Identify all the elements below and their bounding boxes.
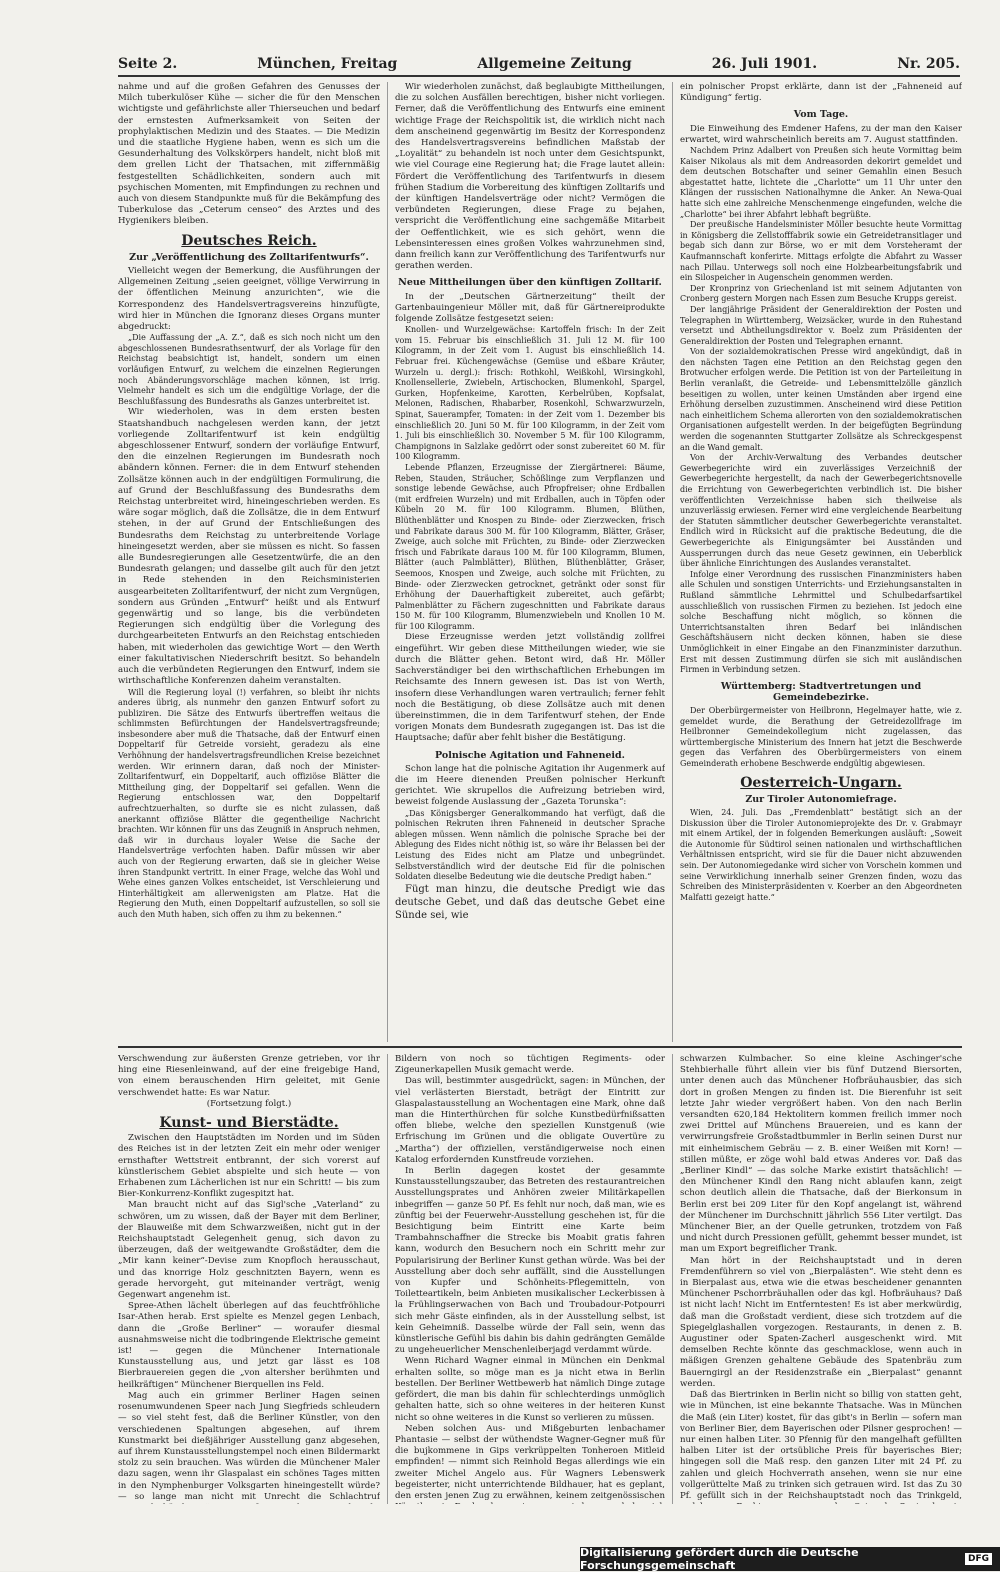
paragraph: Mag auch ein grimmer Berliner Hagen seinen rosenumwundenen Speer nach Jung Siegfrieds schleudern — so viel steht fest, daß die Berliner Künstler, von den verschiedenen Spaltungen abgesehen, auf ihrem Kunstmarkt bei dießjähriger Ausstellung ganz abgesehen, auf ihrem Kunstausstellungstempel noch einen Bildermarkt stolz zu sein brauchen. Was würden die Münchener Maler dazu sagen, wenn ihr Glaspalast ein schönes Tages mitten in den Nymphenburger Volksgarten hineingestellt würde? — so lange man nicht mit Unrecht die Schlachtruf: [118, 1390, 380, 1502]
subsection-title: Polnische Agitation und Fahneneid.: [435, 749, 625, 761]
paragraph: Der langjährige Präsident der Generaldirektion der Posten und Telegraphen in Württemberg, Weizsäcker, wurde in den Ruhestand versetzt und Abtheilungsdirektor v. Boelz zum Präsidenten der Generaldirektion der Posten und Telegraphen ernannt.: [680, 304, 962, 346]
city-day: München, Freitag: [257, 56, 398, 72]
paragraph: Infolge einer Verordnung des russischen Finanzministers haben alle Schulen und sonstigen Unterrichts- und Erziehungsanstalten in Rußland sämmtliche Lehrmittel und Schulbedarfsartikel ausschließlich von russischen Firmen zu beziehen. Ist jedoch eine solche Beschaffung nicht möglich, so können die Unterrichtsanstalten ihren Bedarf bei inländischen Geschäftshäusern nicht decken können, haben sie diese Unmöglichkeit in einer Eingabe an den Finanzminister darzuthun. Erst mit dessen Zustimmung dürfen sie sich mit ausländischen Firmen in Verbindung setzen.: [680, 569, 962, 675]
paragraph: Der Kronprinz von Griechenland ist mit seinem Adjutanten von Cronberg gestern Morgen nach Essen zum Besuche Krupps gereist.: [680, 283, 962, 304]
feuilleton-column-3: [680, 1054, 962, 1504]
paragraph: Nachdem Prinz Adalbert von Preußen sich heute Vormittag beim Kaiser Nikolaus als mit dem Andreasorden dekorirt gemeldet und dem deutschen Botschafter und seiner Gemahlin einen Besuch abgestattet hatte, lichtete die „Charlotte“ um 11 Uhr unter den Klängen der russischen Nationalhymne die Anker. An Newa-Quai hatte sich eine zahlreiche Menschenmenge eingefunden, welche die „Charlotte“ bei ihrer Abfahrt lebhaft begrüßte.: [680, 146, 962, 219]
issue-date: 26. Juli 1901.: [711, 56, 818, 72]
paragraph: ein polnischer Propst erklärte, dann ist der „Fahneneid auf Kündigung“ fertig.: [680, 82, 962, 104]
column-divider: [387, 82, 388, 1042]
page-header: [118, 48, 960, 77]
paragraph: Diese Erzeugnisse werden jetzt vollständig zollfrei eingeführt. Wir geben diese Mittheilungen wieder, wie sie durch die Blätter gehen. Betont wird, daß Hr. Möller Sachverständiger bei den wirthschaftlichen Erhebungen im Reichsamte des Innern gewesen ist. Das ist von Werth, insofern diese Verhandlungen waren vertraulich; ferner fehlt noch die Bestätigung, ob diese Zollsätze auch mit denen übereinstimmen, die in dem Tarifentwurf stehen, der Ende vorigen Monats dem Bundesrath zugegangen ist. Das ist die Hauptsache; dafür aber fehlt bisher die Bestätigung.: [395, 632, 665, 744]
paragraph: In der „Deutschen Gärtnerzeitung“ theilt der Gartenbauingenieur Möller mit, daß für Gärtnereiprodukte folgende Zollsätze festgesetzt seien:: [395, 291, 665, 325]
issue-number: Nr. 205.: [897, 56, 960, 72]
paragraph: Wenn Richard Wagner einmal in München ein Denkmal erhalten sollte, so möge man es ja nicht etwa in Berlin bestellen. Der Berliner Wettbewerb hat nämlich Dinge zutage gefördert, die man bis dahin für schlechterdings unmöglich gehalten hatte, sich so ohne weiteres in der heiteren Kunst nicht so ohne weiteres in die Kunst so verlieren zu müssen.: [395, 1356, 665, 1423]
subsection-title: Zur „Veröffentlichung des Zolltarifentwurfs“.: [129, 251, 369, 263]
paragraph: Von der sozialdemokratischen Presse wird angekündigt, daß in den nächsten Tagen eine Petition an den Reichstag gegen den Brotwucher erfolgen werde. Die Petition ist von der Parteileitung in Berlin veranlaßt, die Getreide- und Lebensmittelzölle gänzlich beseitigen zu wollen, unter keinen Umständen aber irgend eine Erhöhung derselben zuzustimmen. Anscheinend wird diese Petition nach einheitlichem Schema allerorten von den sozialdemokratischen Organisationen aufgestellt werden. In der beigefügten Begründung werden die sogenannten Stuttgarter Zollsätze als Schreckgespenst an die Wand gemalt.: [680, 347, 962, 452]
paragraph: Neben solchen Aus- und Mißgeburten lenbachamer Phantasie — selbst der wüthendste Wagner-Gegner muß für die bujkommene in Gips verkrüppelten Tonheroen Mitleid empfinden! — nimmt sich Reinhold Begas allerdings wie ein zweiter Michel Angelo aus. Für Wagners Lebenswerk begeisterter, nicht unterrichtende Bildhauer, hat es geplant, den ersten jenen Zug zu erwähnen, keinem zeitgenössischen: [395, 1423, 665, 1501]
paragraph: Der Oberbürgermeister von Heilbronn, Hegelmayer hatte, wie z. gemeldet wurde, die Berathung der Getreidezollfrage im Heilbronner Gemeindekollegium nicht zugelassen, das württembergische Ministerium des Innern hat jetzt die Beschwerde gegen das Verfahren des Oberbürgermeisters von einem Gemeinderath erhobene Beschwerde endgültig abgewiesen.: [680, 706, 962, 769]
paragraph: Verschwendung zur äußersten Grenze getrieben, vor ihr hing eine Riesenleinwand, auf der eine freigebige Hand, von einem berauschenden Hirn geleitet, mit Genie verschwendet hatte: Es war Natur.: [118, 1054, 380, 1098]
paragraph: Das will, bestimmter ausgedrückt, sagen: in München, der viel verlästerten Bierstadt, beträgt der Eintritt zur Glaspalastausstellung an Wochentagen eine Mark, ohne daß man die Hinterthürchen für solche Kunstbedürfnißsatten offen bliebe, welche den speziellen Kunstgenuß (wie Erfrischung im Grünen und die obligate Ouvertüre zu „Martha“) der offiziellen, verständigerweise noch einen Katalog erfordernden Kunstfreude vorziehen.: [395, 1076, 665, 1165]
paragraph: Will die Regierung loyal (!) verfahren, so bleibt ihr nichts anderes übrig, als nunmehr den ganzen Entwurf sofort zu publiziren. Die Sätze des Entwurfs übertreffen weitaus die schlimmsten Befürchtungen der Handelsvertragsfreunde; insbesondere aber muß die Thatsache, daß der Entwurf einen Doppeltarif für Getreide vorsieht, geradezu als eine Verhöhnung der handelsvertragsfreundlichen Kreise bezeichnet werden. Wir erinnern daran, daß noch der Minister-Zolltarifentwurf, ein Doppeltarif, auch offiziöse Blätter die Mittheilung ging, der Doppeltarif sei gefallen. Wenn die Regierung entschlossen war, den Doppeltarif aufrechtzuerhalten, so durfte sie es nicht zulassen, daß anerkannt offiziöse Blätter die gegentheilige Nachricht brachten. Wir können für uns das Zeugniß in Anspruch nehmen, daß wir in durchaus loyaler Weise die Sache der Handelsverträge verfochten haben. Dafür müssen wir aber auch von der Regierung erwarten, daß sie in gleicher Weise ihren Standpunkt vertritt. In einer Frage, welche das Wohl und Wehe eines ganzen Volkes entscheidet, ist Verschleierung und Hinterhältigkeit am allerwenigsten am Platze. Hat die Regierung den Muth, einen Doppeltarif aufzustellen, so soll sie auch den Muth haben, sich offen zu ihm zu bekennen.“: [118, 687, 380, 919]
subsection-title: Württemberg: Stadtvertretungen und Gemeindebezirke.: [720, 680, 922, 703]
credit-text: Digitalisierung gefördert durch die Deutsche Forschungsgemeinschaft: [580, 1546, 859, 1572]
section-title: Deutsches Reich.: [181, 232, 317, 249]
section-title: Oesterreich-Ungarn.: [740, 774, 902, 791]
section-title: Kunst- und Bierstädte.: [159, 1115, 339, 1132]
paragraph: Wien, 24. Juli. Das „Fremdenblatt“ bestätigt sich an der Diskussion über die Tiroler Autonomieprojekte des Dr. v. Grabmayr mit einem Artikel, der in folgenden Bemerkungen ausläuft: „Soweit die Autonomie für Südtirol seinen nationalen und wirthschaftlichen Verhältnissen entspricht, wird sie für die Dauer nicht abzuwenden sein. Der Autonomiegedanke wird sicher von Vorschein kommen und seine Verwirklichung innerhalb seiner Grenzen finden, wozu das Schreiben des Ministerpräsidenten v. Koerber an den Abgeordneten Malfatti gezeigt hatte.“: [680, 808, 962, 902]
paragraph: Schon lange hat die polnische Agitation ihr Augenmerk auf die im Heere dienenden Preußen polnischer Herkunft gerichtet. Wie skrupellos die Aufreizung betrieben wird, beweist folgende Auslassung der „Gazeta Torunska“:: [395, 763, 665, 808]
paragraph: schwarzen Kulmbacher. So eine kleine Aschinger'sche Stehbierhalle führt allein vier bis fünf Dutzend Biersorten, unter denen auch das Münchener Hofbräuhausbier, das sich dort in großen Mengen zu finden ist. Die Bierenfuhr ist seit letzte Jahr wieder vergrößert haben. Von den nach Berlin versandten 620,184 Hektolitern kommen freilich immer noch zwei Drittel auf Münchens Brauereien, und es kann der verwirrungsfreie Großstadtbummler in Berlin seinen Durst nur mit einheimischem Gebräu — z. B. einer Weißen mit Korn! — stillen müßte, er zöge wohl bald etwas Anderes vor. Daß das „Berliner Kindl“ — das solche Marke existirt thatsächlich! — den Münchener Kindl den Rang nicht ablaufen kann, zeigt schon deutlich allein die Thatsache, daß der Bierkonsum in Berlin erst bei 209 Liter für den Kopf angelangt ist, während der Münchener im Durchschnitt jährlich 556 Liter vertilgt. Das Münchener Bier, an der Quelle getrunken, trotzdem von Faß und nicht durch Pressionen gefüllt, gehemmt besser mundet, ist man um Export begreiflicher Trank.: [680, 1054, 962, 1255]
feuilleton-column-2: [395, 1054, 665, 1504]
column-2: [395, 82, 665, 1042]
digitization-credit: [580, 1547, 1000, 1571]
paragraph: Wir wiederholen, was in dem ersten besten Staatshandbuch nachgelesen werden kann, der jetzt vorliegende Zolltarifentwurf ist kein endgültig abgeschlossener Entwurf, sondern der vorläufige Entwurf, den die einzelnen Regierungen im Bundesrath noch abändern können. Ferner: die in dem Entwurf stehenden Zollsätze können auch in der endgültigen Formulirung, die auf Grund der Beschlußfassung des Bundesraths dem Reichstag unterbreitet wird, hineingeschrieben werden. Es wäre sogar möglich, daß die Zollsätze, die in dem Entwurf stehen, in der auf Grund der Entschließungen des Bundesraths dem Reichstag zu unterbreitende Vorlage hineingesetzt werden, aber sie müssen es nicht. So fassen alle Bundesregierungen alle Gesetzentwürfe, die an den Bundesrath gelangen; und dasselbe gilt auch für den jetzt in Rede stehenden in den Reichsministerien ausgearbeiteten Zolltarifentwurf, der nicht zum Vergnügen, sondern aus Gründen „Entwurf“ heißt und als Entwurf gegenwärtig und so lange, bis die verbündeten Regierungen sich endgültig über die Vorlegung des durchgearbeiteten Entwurfs an den Reichstag entschieden haben, mit wiederholen das gewichtige Wort — den Werth einer fakultativischen Niederschrift besitzt. So behandeln auch die verbündeten Regierungen den Entwurf, indem sie wirthschaftliche Konferenzen daheim veranstalten.: [118, 407, 380, 687]
column-divider: [672, 1054, 673, 1504]
paragraph: Man braucht nicht auf das Sigl'sche „Vaterland“ zu schwören, um zu wissen, daß der Bayer mit dem Berliner, der Blauweiße mit dem Schwarzweißen, nicht gut in der Reichshauptstadt Gelegenheit genug, sich davon zu überzeugen, daß der weitgewandte Großstädter, dem die „Mir kann keiner“-Devise zum Knopfloch herausschaut, und das knorrige Holz geschnitzten Bayern, wenn es gerade hervorgeht, gut miteinander verträgt, wenig Gegenwart angenehm ist.: [118, 1200, 380, 1301]
paragraph: Knollen- und Wurzelgewächse: Kartoffeln frisch: In der Zeit vom 15. Februar bis einschließlich 31. Juli 12 M. für 100 Kilogramm, in der Zeit vom 1. August bis einschließlich 14. Februar frei. Küchengewächse (Gemüse und eßbare Kräuter, Wurzeln u. dergl.): frisch: Rothkohl, Weißkohl, Wirsingkohl, Knollensellerie, Zwiebeln, Artischocken, Blumenkohl, Spargel, Gurken, Hopfenkeime, Karotten, Kerbelrüben, Kopfsalat, Melonen, Radischen, Rhabarber, Rosenkohl, Schwarzwurzeln, Spinat, Sauerampfer, Tomaten: in der Zeit vom 1. Dezember bis einschließlich 20. Juni 50 M. für 100 Kilogramm, in der Zeit vom 1. Juli bis einschließlich 30. November 5 M. für 100 Kilogramm, Champignons in Salzlake gedörrt oder sonst zubereitet 60 M. für 100 Kilogramm.: [395, 325, 665, 462]
paragraph: Wir wiederholen zunächst, daß beglaubigte Mittheilungen, die zu solchen Ausfällen berechtigen, bisher nicht vorliegen. Ferner, daß die Veröffentlichung des Entwurfs eine eminent wichtige Frage der Reichspolitik ist, die wirklich nicht nach dem anscheinend gegenwärtig im Besitz der Korrespondenz des Handelsvertragsvereins befindlichen Maßstab der „Loyalität“ zu behandeln ist noch unter dem Gesichtspunkt, wie viel Courage eine Regierung hat; die Frage lautet allein: Fördert die Veröffentlichung des Tarifentwurfs in diesem frühen Stadium die Vorbereitung des künftigen Zolltarifs und der künftigen Handelsverträge oder nicht? Vermögen die verbündeten Regierungen, diese Frage zu bejahen, verspricht die Veröffentlichung eine sachgemäße Mitarbeit der Oeffentlichkeit, wie es sich gehört, wenn die Lebensinteressen eines großen Volkes wahrzunehmen sind, dann freilich kann zur Veröffentlichung des Tarifentwurfs nur gerathen werden.: [395, 82, 665, 272]
feuilleton-column-1: [118, 1054, 380, 1504]
paragraph: Man hört in der Reichshauptstadt und in deren Fremdenführern so viel von „Bierpalästen“. Wie steht denn es in Bierpalast aus, etwa wie die etwas bescheidener genannten Münchener Pschorrbräuhallen oder das kgl. Hofbräuhaus? Daß ist nicht lach! Nicht im Entferntesten! Es ist aber merkwürdig, daß man die Großstadt verdient, diese sich trotzdem auf die Spiegelglashallen vorgezogen. Restaurants, in denen z. B. Augustiner oder Spaten-Zacherl ausgeschenkt wird. Mit demselben Rechte könnte das geschmacklose, wenn auch in mäßigen Grenzen gehaltene Gebäude des Spatenbräu zum Bauerngirgl an der Residenzstraße ein „Bierpalast“ genannt werden.: [680, 1255, 962, 1389]
paragraph: „Die Auffassung der „A. Z.“, daß es sich noch nicht um den abgeschlossenen Bundesrathsentwurf, der als Vorlage für den Reichstag beabsichtigt ist, handelt, sondern um einen vorläufigen Entwurf, zu welchem die einzelnen Regierungen noch Abänderungsvorschläge machen können, ist irrig. Vielmehr handelt es sich um die endgültige Vorlage, der die Beschlußfassung des Bundesraths als Ganzes unterbreitet ist.: [118, 333, 380, 406]
paragraph: Der preußische Handelsminister Möller besuchte heute Vormittag in Königsberg die Zellstofffabrik sowie ein Getreidetransitlager und begab sich dann zur Börse, wo er mit dem Vorsteheramt der Kaufmannschaft konferirte. Mittags erfolgte die Abfahrt zu Wasser nach Pillau. Unterwegs soll noch eine Holzbearbeitungsfabrik und ein Silospeicher in Augenschein genommen werden.: [680, 220, 962, 283]
paragraph: Die Einweihung des Emdener Hafens, zu der man den Kaiser erwartet, wird wahrscheinlich bereits am 7. August stattfinden.: [680, 123, 962, 145]
continuation-note: (Fortsetzung folgt.): [206, 1098, 292, 1109]
paragraph: Spree-Athen lächelt überlegen auf das feuchtfröhliche Isar-Athen herab. Erst spielte es Menzel gegen Lenbach, dann die „Große Berliner“ — woraufer diesmal ausnahmsweise nicht die todbringende Elektrische gemeint ist! — gegen die Münchener Internationale Kunstausstellung aus, und jetzt gar lässt es 108 Bierbrauereien gegen die „von altersher berühmten und heilkräftigen“ Münchener Bierquellen ins Feld.: [118, 1301, 380, 1390]
page-number: Seite 2.: [118, 56, 178, 72]
column-3: [680, 82, 962, 1042]
subsection-title: Neue Mittheilungen über den künftigen Zolltarif.: [398, 277, 662, 289]
column-1: [118, 82, 380, 1042]
column-divider: [387, 1054, 388, 1504]
newspaper-title: Allgemeine Zeitung: [477, 56, 632, 72]
subsection-title: Vom Tage.: [793, 109, 849, 121]
column-divider: [672, 82, 673, 1042]
dfg-logo: DFG: [965, 1553, 992, 1565]
paragraph: Zwischen den Hauptstädten im Norden und im Süden des Reiches ist in der letzten Zeit ein mehr oder weniger ernsthafter Wettstreit entbrannt, der sich vorerst auf künstlerischem Gebiet abspielte und sich heute — von Erhabenen zum Lächerlichen ist nur ein Schritt! — bis zum Bier-Konkurrenz-Konflikt zugespitzt hat.: [118, 1133, 380, 1200]
paragraph: nahme und auf die großen Gefahren des Genusses der Milch tuberkulöser Kühe — sicher die für den Menschen wichtigste und gefährlichste aller Thierseuchen und bedarf der ernstesten Aufmerksamkeit von Seiten der prophylaktischen Medizin und des Staates. — Die Medizin und die staatliche Hygiene haben, wenn es sich um die Gesunderhaltung des Volkskörpers handelt, nicht bloß mit dem grellen Licht der Thatsachen, mit ziffernmäßig festgestellten Schädlichkeiten, sondern auch mit psychischen Momenten, mit Empfindungen zu rechnen und auch von diesem Standpunkte muß für die Bekämpfung des Tuberkulose das „Ceterum censeo“ des Arztes und des Hygienikers bleiben.: [118, 82, 380, 227]
feuilleton-divider: [118, 1046, 962, 1048]
paragraph: Daß das Biertrinken in Berlin nicht so billig von statten geht, wie in München, ist eine bekannte Thatsache. Was in München die Maß (ein Liter) kostet, für das gibt's in Berlin — sofern man von Berliner Bier, dem Bayerischen oder Pilsner gesprochen! — nur einen halben Liter. 30 Pfennig für den mangelhaft gefüllten halben Liter ist der ortsübliche Preis für bayerisches Bier; hingegen soll die Maß resp. den ganzen Liter mit 24 Pf. zu zahlen und gleich Hochverrath ansehen, wenn sie nur eine vollgerüttelte Maß zu trinken sich getrauen wird. Ist das Zu 30 Pf. gefüllt sich in der Reichshauptstadt noch das Trinkgeld,: [680, 1390, 962, 1501]
paragraph: Fügt man hinzu, die deutsche Predigt wie das deutsche Gebet, und daß das deutsche Gebet eine Sünde sei, wie: [395, 883, 665, 921]
paragraph: Vielleicht wegen der Bemerkung, die Ausführungen der Allgemeinen Zeitung „seien geeignet, völlige Verwirrung in der öffentlichen Meinung anzurichten“, wie die Korrespondenz des Handelsvertragsvereins hinzufügte, wird hier in München die Ignoranz dieses Organs munter abgedruckt:: [118, 266, 380, 333]
paragraph: „Das Königsberger Generalkommando hat verfügt, daß die polnischen Rekruten ihren Fahneneid in deutscher Sprache ablegen müssen. Wenn nämlich die polnische Sprache bei der Ablegung des Eides nicht nöthig ist, so wäre ihr Belassen bei der Leistung des Eides nicht am Platze und unbegründet. Selbstverständlich wird der deutsche Eid für die polnischen Soldaten dieselbe Bedeutung wie die deutsche Predigt haben.“: [395, 808, 665, 882]
subsection-title: Zur Tiroler Autonomiefrage.: [745, 793, 897, 805]
paragraph: Bildern von noch so tüchtigen Regiments- oder Zigeunerkapellen Musik gemacht werde.: [395, 1054, 665, 1076]
paragraph: Lebende Pflanzen, Erzeugnisse der Ziergärtnerei: Bäume, Reben, Stauden, Sträucher, Schößlinge zum Verpflanzen und sonstige lebende Gewächse, auch Pfropfreiser; ohne Erdballen (mit erdfreien Wurzeln) und mit Erdballen, auch in Töpfen oder Kübeln 20 M. für 100 Kilogramm. Blumen, Blüthen, Blüthenblätter und Knospen zu Binde- oder Zierzwecken, frisch und Fabrikate daraus 300 M. für 100 Kilogramm, Blätter, Gräser, Zweige, auch solche mit Früchten, zu Binde- oder Zierzwecken frisch und Fabrikate daraus 100 M. für 100 Kilogramm, Blumen, Blätter (auch Palmblätter), Blüthen, Blüthenblätter, Gräser, Seemoos, Knospen und Zweige, auch solche mit Früchten, zu Binde- oder Zierzwecken getrocknet, getränkt oder sonst für Erhöhung der Dauerhaftigkeit zubereitet, auch gefärbt; Palmenblätter zu Fächern zugeschnitten und Fabrikate daraus 150 M. für 100 Kilogramm, Blumenzwiebeln und Knollen 10 M. für 100 Kilogramm.: [395, 462, 665, 631]
paragraph: In Berlin dagegen kostet der gesammte Kunstausstellungszauber, das Betreten des restaurantreichen Ausstellungsprates und Anhören zweier Militärkapellen inbegriffen — ganze 50 Pf. Es fehlt nur noch, daß man, wie es zünftig bei der Feuerwehr-Ausstellung geschehen ist, für die Besichtigung beim Eintritt eine Karte beim Trambahnschaffner die Strecke bis Moabit gratis fahren kann, wodurch den Besuchern noch ein Schritt mehr zur Popularisirung der Berliner Kunst gethan würde. Was bei der Ausstellung aber doch sehr auffällt, sind die Ausstellungen von Kupfer und Schönheits-Pflegemitteln, von Toiletteartikeln, beim Anbieten musikalischer Leckerbissen à la Frühlingserwachen von Bach und Troubadour-Potpourri sich mehr Gäste einfinden, als in der Ausstellung selbst, ist kein Geheimniß. Dasselbe würde der Fall sein, wenn das künstlerische Gefühl bis dahin bis dahin gedrängten Gemälde zu ungeheuerlicher Menschenleiberjagd verdammt würde.: [395, 1166, 665, 1356]
paragraph: Von der Archiv-Verwaltung des Verbandes deutscher Gewerbegerichte wird ein zuverlässiges Verzeichniß der Gewerbegerichte hergestellt, da nach der Gewerbegerichtsnovelle die Errichtung von Gewerbegerichten verbindlich ist. Die bisher veröffentlichten Verzeichnisse haben sich theilweise als unzuverlässig erwiesen. Ferner wird eine vergleichende Bearbeitung der Statuten sämmtlicher deutscher Gewerbegerichte veranstaltet. Endlich wird in Rücksicht auf die praktische Bedeutung, die die Gewerbegerichte als Einigungsämter bei Ausständen und Aussperrungen durch das neue Gesetz gewinnen, ein Ueberblick über ähnliche Einrichtungen des Auslandes veranstaltet.: [680, 453, 962, 569]
